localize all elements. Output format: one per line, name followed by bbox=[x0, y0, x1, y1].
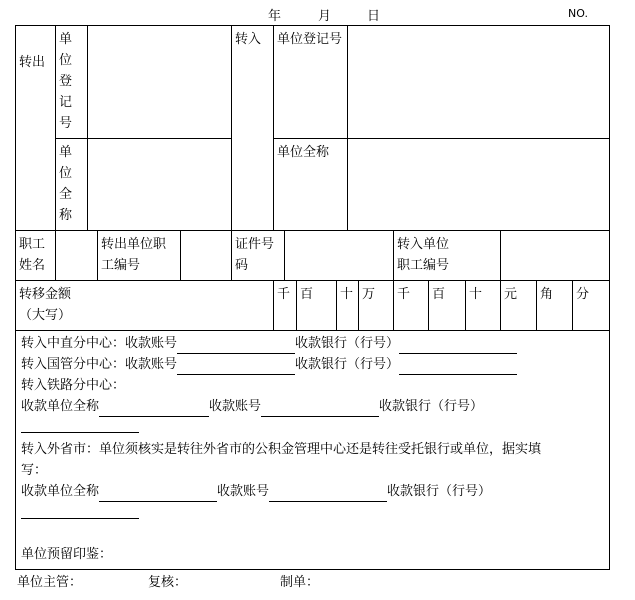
other-province-line: 转入外省市：单位须核实是转往外省市的公积金管理中心还是转往受托银行或单位，据实填 bbox=[21, 442, 542, 457]
unit-bai-2: 百 bbox=[432, 287, 446, 302]
transfer-in-label: 转入 bbox=[235, 32, 262, 47]
central-bank-field[interactable] bbox=[399, 339, 517, 354]
other-bank-underline[interactable] bbox=[21, 518, 139, 519]
central-account-label: 转入中直分中心：收款账号 bbox=[21, 336, 178, 351]
amount-label-1: 转移金额 bbox=[19, 287, 72, 302]
railway-account-label: 收款账号 bbox=[209, 399, 262, 414]
unit-bai-1: 百 bbox=[300, 287, 314, 302]
transfer-out-label: 转出 bbox=[19, 55, 46, 70]
unit-qian-1: 千 bbox=[277, 287, 291, 302]
in-staff-no-label-1: 转入单位 bbox=[397, 237, 450, 252]
amount-label-2: （大写） bbox=[19, 308, 72, 323]
out-name-label: 单位全称 bbox=[59, 145, 73, 223]
staff-name-field[interactable] bbox=[56, 231, 97, 280]
maker-label: 制单： bbox=[280, 575, 320, 590]
other-province-line-2: 写： bbox=[21, 463, 48, 478]
in-staff-no-label-2: 职工编号 bbox=[397, 258, 450, 273]
unit-shi-1: 十 bbox=[340, 287, 354, 302]
year-label: 年 bbox=[268, 9, 282, 24]
amount-words-field[interactable] bbox=[16, 281, 273, 330]
staff-name-label-2: 姓名 bbox=[19, 258, 46, 273]
railway-name-field[interactable] bbox=[99, 402, 209, 417]
state-account-field[interactable] bbox=[177, 360, 295, 375]
railway-bank-underline[interactable] bbox=[21, 432, 139, 433]
other-bank-label: 收款银行（行号） bbox=[387, 484, 492, 499]
day-label: 日 bbox=[367, 9, 381, 24]
railway-detail-line bbox=[21, 396, 483, 417]
other-name-label: 收款单位全称 bbox=[21, 484, 100, 499]
central-account-field[interactable] bbox=[177, 339, 295, 354]
staff-name-label-1: 职工 bbox=[19, 237, 46, 252]
railway-account-field[interactable] bbox=[261, 402, 379, 417]
in-reg-field[interactable] bbox=[348, 26, 609, 138]
in-staff-no-field[interactable] bbox=[501, 231, 609, 280]
id-number-label-1: 证件号 bbox=[235, 237, 275, 252]
in-reg-label: 单位登记号 bbox=[277, 32, 343, 47]
central-line bbox=[21, 333, 517, 354]
other-account-field[interactable] bbox=[269, 487, 387, 502]
unit-wan: 万 bbox=[362, 287, 376, 302]
review-label: 复核： bbox=[148, 575, 188, 590]
out-staff-no-field[interactable] bbox=[181, 231, 231, 280]
out-reg-field[interactable] bbox=[88, 26, 231, 138]
unit-yuan: 元 bbox=[504, 287, 518, 302]
state-bank-field[interactable] bbox=[399, 360, 517, 375]
out-reg-label: 单位登记号 bbox=[59, 32, 73, 131]
month-label: 月 bbox=[318, 9, 332, 24]
id-number-field[interactable] bbox=[285, 231, 393, 280]
central-bank-label: 收款银行（行号） bbox=[295, 336, 400, 351]
unit-jiao: 角 bbox=[540, 287, 554, 302]
in-name-field[interactable] bbox=[348, 139, 609, 230]
other-account-label: 收款账号 bbox=[217, 484, 270, 499]
railway-bank-label: 收款银行（行号） bbox=[379, 399, 484, 414]
railway-name-label: 收款单位全称 bbox=[21, 399, 100, 414]
manager-label: 单位主管： bbox=[17, 575, 83, 590]
out-name-field[interactable] bbox=[88, 139, 231, 230]
id-number-label-2: 码 bbox=[235, 258, 249, 273]
in-name-label: 单位全称 bbox=[277, 145, 330, 160]
unit-fen: 分 bbox=[576, 287, 590, 302]
state-line bbox=[21, 354, 517, 375]
unit-shi-2: 十 bbox=[469, 287, 483, 302]
state-bank-label: 收款银行（行号） bbox=[295, 357, 400, 372]
other-province-detail-line bbox=[21, 481, 491, 502]
other-name-field[interactable] bbox=[99, 487, 217, 502]
state-account-label: 转入国管分中心：收款账号 bbox=[21, 357, 178, 372]
unit-qian-2: 千 bbox=[397, 287, 411, 302]
out-staff-no-label-2: 工编号 bbox=[101, 258, 141, 273]
out-staff-no-label-1: 转出单位职 bbox=[101, 237, 167, 252]
number-label: NO. bbox=[568, 7, 588, 20]
railway-line: 转入铁路分中心： bbox=[21, 378, 126, 393]
seal-label: 单位预留印鉴： bbox=[21, 547, 113, 562]
